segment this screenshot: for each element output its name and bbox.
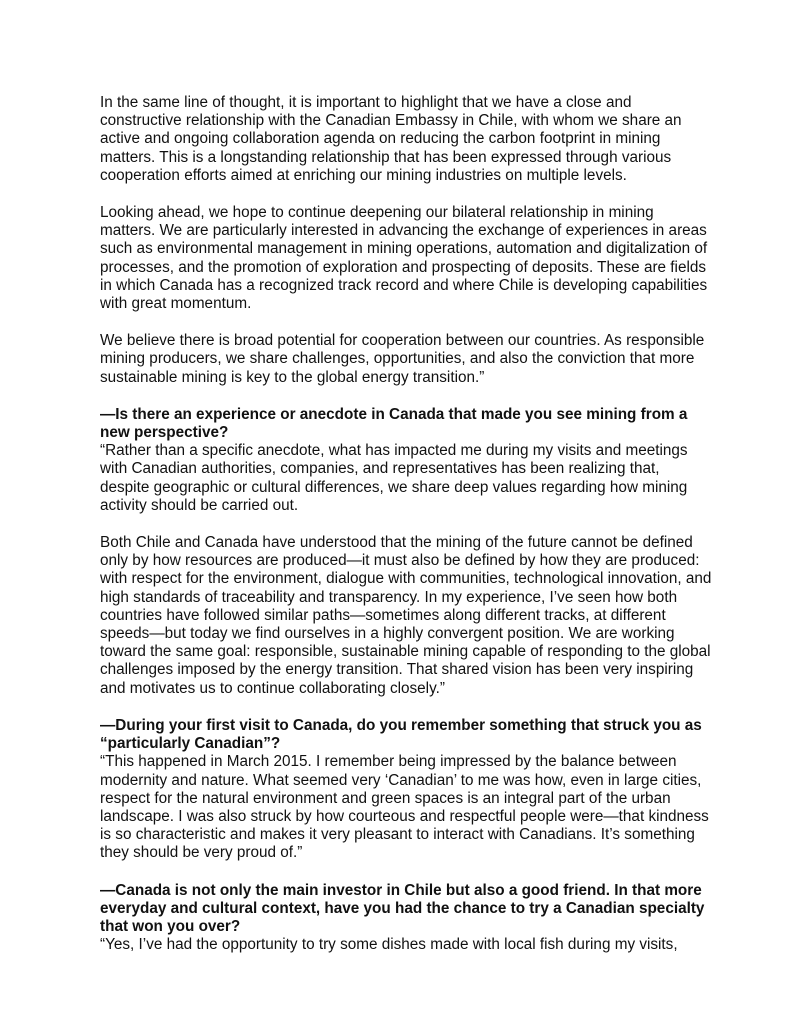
answer-1-paragraph-2: Both Chile and Canada have understood that the mining of the future cannot be defined only by how resources are produced—it must also be defined by how they are produced: with respect for the environment, dialogue with communities, technological innovation, and high standards of traceability and transparency. In my experience, I’ve seen how both countries have followed similar paths—sometimes along different tracks, at different speeds—but today we find ourselves in a highly convergent position. We are working toward the same goal: responsible, sustainable mining capable of responding to the global challenges imposed by the energy transition. That shared vision has been very inspiring and motivates us to continue collaborating closely.”: [100, 534, 712, 697]
qa-block-1: [100, 406, 712, 698]
intro-paragraph-2: Looking ahead, we hope to continue deepening our bilateral relationship in mining matters. We are particularly interested in advancing the exchange of experiences in areas such as environmental management in mining operations, automation and digitalization of processes, and the promotion of exploration and prospecting of deposits. These are fields in which Canada has a recognized track record and where Chile is developing capabilities with great momentum.: [100, 204, 708, 313]
qa-block-3: [100, 882, 712, 955]
question-1: —Is there an experience or anecdote in Canada that made you see mining from a new perspective?: [100, 405, 688, 442]
answer-1-paragraph-1: “Rather than a specific anecdote, what has impacted me during my visits and meetings with Canadian authorities, companies, and representatives has been realizing that, despite geographic or cultural differences, we share deep values regarding how mining activity should be carried out.: [100, 442, 688, 514]
answer-3-paragraph-1: “Yes, I’ve had the opportunity to try some dishes made with local fish during my visits,: [100, 936, 678, 954]
document-page: [100, 94, 712, 954]
question-3: —Canada is not only the main investor in Chile but also a good friend. In that more everyday and cultural context, have you had the chance to try a Canadian specialty that won you over?: [100, 881, 705, 935]
qa-block-2: [100, 717, 712, 863]
answer-2-paragraph-1: “This happened in March 2015. I remember being impressed by the balance between modernity and nature. What seemed very ‘Canadian’ to me was how, even in large cities, respect for the natural environment and green spaces is an integral part of the urban landscape. I was also struck by how courteous and respectful people were—that kindness is so characteristic and makes it very pleasant to interact with Canadians. It’s something they should be very proud of.”: [100, 753, 709, 862]
intro-paragraph-3: We believe there is broad potential for cooperation between our countries. As responsible mining producers, we share challenges, opportunities, and also the conviction that more sustainable mining is key to the global energy transition.”: [100, 332, 705, 386]
question-2: —During your first visit to Canada, do you remember something that struck you as “particularly Canadian”?: [100, 716, 702, 753]
intro-paragraph-1: In the same line of thought, it is important to highlight that we have a close and constructive relationship with the Canadian Embassy in Chile, with whom we share an active and ongoing collaboration agenda on reducing the carbon footprint in mining matters. This is a longstanding relationship that has been expressed through various cooperation efforts aimed at enriching our mining industries on multiple levels.: [100, 94, 682, 184]
